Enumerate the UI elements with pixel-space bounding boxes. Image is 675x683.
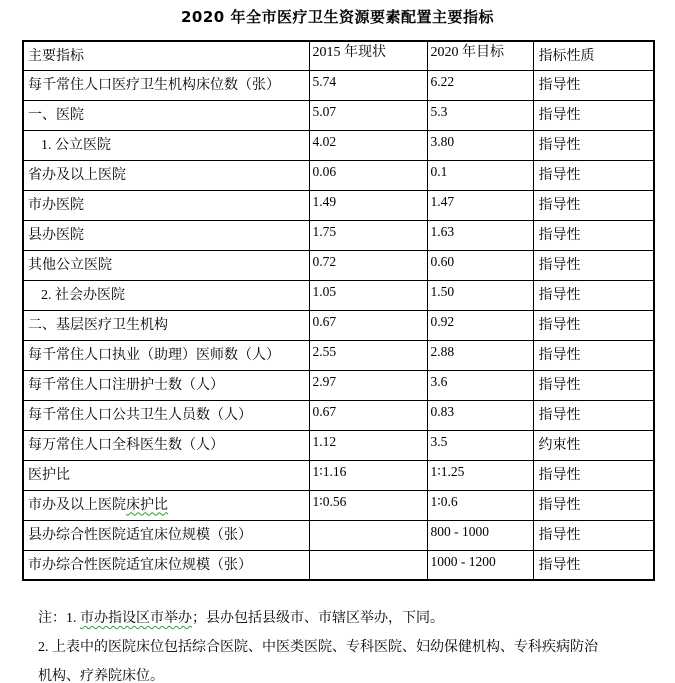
value-2015-cell: 5.07 <box>309 100 427 130</box>
nature-cell: 指导性 <box>533 400 654 430</box>
table-row <box>23 160 654 190</box>
value-2015-cell: 0.67 <box>309 400 427 430</box>
value-2020-cell: 1.47 <box>427 190 533 220</box>
value-2020-cell: 0.92 <box>427 310 533 340</box>
table-row <box>23 550 654 580</box>
footnote-text: ；县办包括县级市、市辖区举办，下同。 <box>192 611 444 626</box>
value-2015-cell: 0.72 <box>309 250 427 280</box>
value-2015-cell: 1.49 <box>309 190 427 220</box>
column-header-nature: 指标性质 <box>533 41 654 70</box>
value-2015-cell: 1∶0.56 <box>309 490 427 520</box>
value-2015-cell: 1.12 <box>309 430 427 460</box>
column-header-indicator: 主要指标 <box>23 41 309 70</box>
value-2015-cell: 4.02 <box>309 130 427 160</box>
value-2020-cell: 1.50 <box>427 280 533 310</box>
value-2015-cell: 1.05 <box>309 280 427 310</box>
table-row <box>23 70 654 100</box>
nature-cell: 指导性 <box>533 130 654 160</box>
value-2020-cell: 1∶1.25 <box>427 460 533 490</box>
indicator-cell: 市办及以上医院床护比 <box>23 490 309 520</box>
nature-cell: 指导性 <box>533 190 654 220</box>
indicator-cell: 市办医院 <box>23 190 309 220</box>
value-2020-cell: 800 - 1000 <box>427 520 533 550</box>
nature-cell: 指导性 <box>533 490 654 520</box>
indicator-cell: 县办综合性医院适宜床位规模（张） <box>23 520 309 550</box>
nature-cell: 指导性 <box>533 460 654 490</box>
value-2015-cell: 0.06 <box>309 160 427 190</box>
nature-cell: 指导性 <box>533 310 654 340</box>
indicator-cell: 市办综合性医院适宜床位规模（张） <box>23 550 309 580</box>
nature-cell: 指导性 <box>533 250 654 280</box>
indicator-cell: 县办医院 <box>23 220 309 250</box>
column-header-2015-status: 2015 年现状 <box>309 41 427 70</box>
value-2020-cell: 6.22 <box>427 70 533 100</box>
value-2020-cell: 2.88 <box>427 340 533 370</box>
value-2015-cell: 1∶1.16 <box>309 460 427 490</box>
table-row <box>23 130 654 160</box>
indicator-cell: 每万常住人口全科医生数（人） <box>23 430 309 460</box>
value-2020-cell: 1.63 <box>427 220 533 250</box>
nature-cell: 指导性 <box>533 550 654 580</box>
nature-cell: 指导性 <box>533 370 654 400</box>
table-row <box>23 220 654 250</box>
footnote-text: 注：1. <box>38 611 80 626</box>
value-2015-cell: 0.67 <box>309 310 427 340</box>
value-2020-cell: 3.80 <box>427 130 533 160</box>
footnote-line <box>38 633 663 662</box>
table-row <box>23 400 654 430</box>
value-2020-cell: 0.60 <box>427 250 533 280</box>
indicator-cell: 医护比 <box>23 460 309 490</box>
footnote-line <box>38 604 663 633</box>
table-row <box>23 460 654 490</box>
footnote-text: 机构、疗养院床位。 <box>38 669 164 683</box>
indicator-cell: 每千常住人口医疗卫生机构床位数（张） <box>23 70 309 100</box>
indicator-cell: 其他公立医院 <box>23 250 309 280</box>
value-2015-cell: 1.75 <box>309 220 427 250</box>
column-header-2020-target: 2020 年目标 <box>427 41 533 70</box>
page-title: 2020 年全市医疗卫生资源要素配置主要指标 <box>181 8 494 26</box>
table-row <box>23 310 654 340</box>
value-2015-cell: 2.55 <box>309 340 427 370</box>
indicator-cell: 2. 社会办医院 <box>23 280 309 310</box>
nature-cell: 指导性 <box>533 280 654 310</box>
indicator-cell: 1. 公立医院 <box>23 130 309 160</box>
footnote-text: 2. 上表中的医院床位包括综合医院、中医类医院、专科医院、妇幼保健机构、专科疾病防治 <box>38 640 598 655</box>
table-row <box>23 190 654 220</box>
table-header-row <box>23 41 654 70</box>
value-2020-cell: 3.6 <box>427 370 533 400</box>
table-row <box>23 250 654 280</box>
value-2015-cell: 2.97 <box>309 370 427 400</box>
value-2015-cell: 5.74 <box>309 70 427 100</box>
indicator-cell: 省办及以上医院 <box>23 160 309 190</box>
value-2020-cell: 1∶0.6 <box>427 490 533 520</box>
nature-cell: 指导性 <box>533 70 654 100</box>
indicators-table <box>22 40 655 581</box>
nature-cell: 指导性 <box>533 100 654 130</box>
spellcheck-underlined-text: 床护比 <box>126 497 168 513</box>
table-row <box>23 340 654 370</box>
spellcheck-underlined-text: 市办指设区市举办 <box>80 611 192 626</box>
table-row <box>23 520 654 550</box>
table-row <box>23 490 654 520</box>
table-row <box>23 430 654 460</box>
indicator-cell: 每千常住人口公共卫生人员数（人） <box>23 400 309 430</box>
nature-cell: 约束性 <box>533 430 654 460</box>
value-2020-cell: 3.5 <box>427 430 533 460</box>
nature-cell: 指导性 <box>533 220 654 250</box>
indicator-cell: 一、医院 <box>23 100 309 130</box>
indicator-cell: 二、基层医疗卫生机构 <box>23 310 309 340</box>
footnotes <box>38 604 663 683</box>
indicator-cell: 每千常住人口执业（助理）医师数（人） <box>23 340 309 370</box>
table-row <box>23 100 654 130</box>
table-row <box>23 370 654 400</box>
indicator-cell: 每千常住人口注册护士数（人） <box>23 370 309 400</box>
value-2020-cell: 0.1 <box>427 160 533 190</box>
value-2020-cell: 1000 - 1200 <box>427 550 533 580</box>
table-row <box>23 280 654 310</box>
value-2020-cell: 5.3 <box>427 100 533 130</box>
nature-cell: 指导性 <box>533 520 654 550</box>
footnote-line <box>38 662 663 683</box>
value-2020-cell: 0.83 <box>427 400 533 430</box>
nature-cell: 指导性 <box>533 340 654 370</box>
value-2015-cell <box>309 520 427 550</box>
value-2015-cell <box>309 550 427 580</box>
nature-cell: 指导性 <box>533 160 654 190</box>
